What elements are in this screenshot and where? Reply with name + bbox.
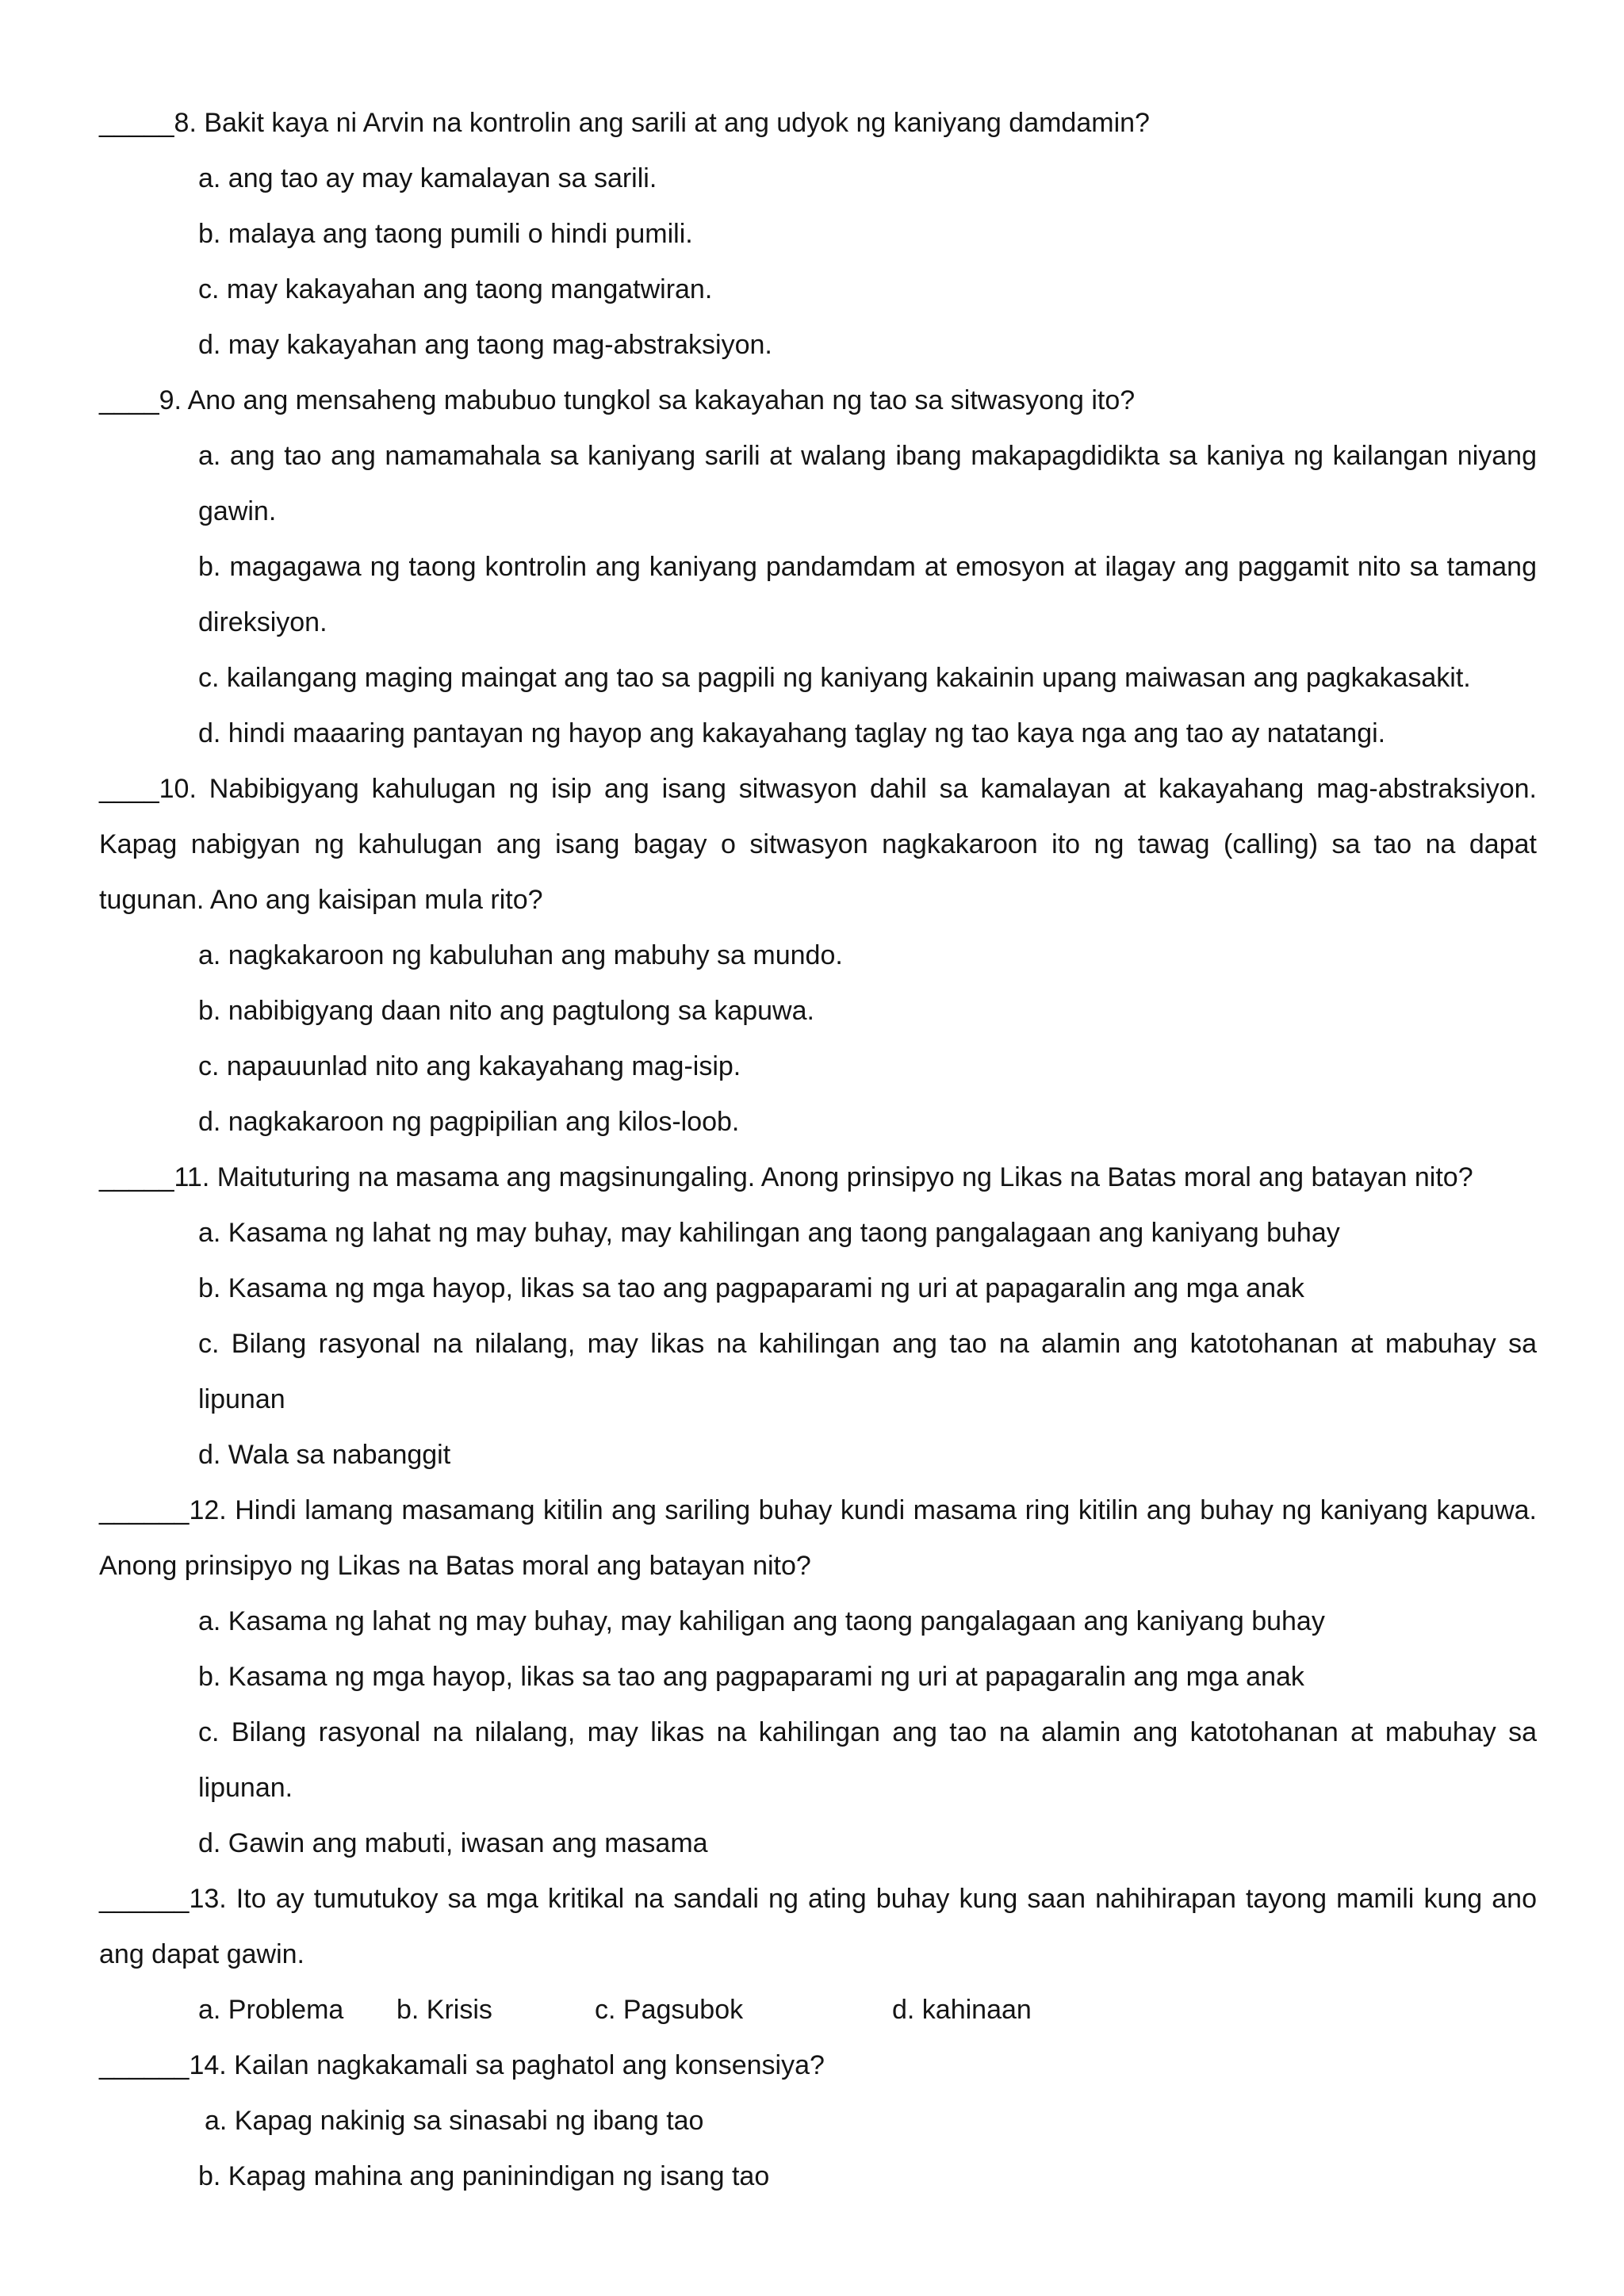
answer-option-d: d. hindi maaaring pantayan ng hayop ang kakayahang taglay ng tao kaya nga ang tao ay natatangi. [198, 718, 1386, 748]
answer-option-d: d. Wala sa nabanggit [198, 1440, 451, 1470]
question-12 [99, 1483, 1537, 1871]
question-13 [99, 1871, 1537, 2038]
question-stem: ____9. Ano ang mensaheng mabubuo tungkol sa kakayahan ng tao sa sitwasyong ito? [99, 385, 1136, 415]
question-stem: _____11. Maituturing na masama ang magsinungaling. Anong prinsipyo ng Likas na Batas moral ang batayan nito? [99, 1162, 1473, 1192]
answer-options-row [99, 1982, 1537, 2038]
question-stem: ______12. Hindi lamang masamang kitilin ang sariling buhay kundi masama ring kitilin ang buhay ng kaniyang kapuwa. Anong prinsipyo ng Likas na Batas moral ang batayan nito? [99, 1495, 1537, 1581]
answer-option-b: b. malaya ang taong pumili o hindi pumili. [198, 219, 693, 249]
question-stem: _____8. Bakit kaya ni Arvin na kontrolin ang sarili at ang udyok ng kaniyang damdamin? [99, 108, 1150, 138]
answer-option-d: d. may kakayahan ang taong mag-abstraksiyon. [198, 330, 772, 360]
answer-option-b: b. Kasama ng mga hayop, likas sa tao ang pagpaparami ng uri at papagaralin ang mga anak [198, 1273, 1304, 1303]
answer-option-a: a. ang tao ay may kamalayan sa sarili. [198, 163, 657, 193]
answer-option-a: a. Problema [198, 1995, 344, 2025]
question-stem: ______14. Kailan nagkakamali sa paghatol ang konsensiya? [99, 2050, 825, 2080]
question-stem: ____10. Nabibigyang kahulugan ng isip ang isang sitwasyon dahil sa kamalayan at kakayahang mag-abstraksiyon. Kapag nabigyan ng kahulugan ang isang bagay o sitwasyon nagkakaroon ito ng tawag (calling) sa tao na dapat tugunan. Ano ang kaisipan mula rito? [99, 774, 1537, 915]
answer-option-a: a. Kasama ng lahat ng may buhay, may kahiligan ang taong pangalagaan ang kaniyang buhay [198, 1606, 1325, 1636]
answer-option-c: c. Pagsubok [595, 1995, 744, 2025]
answer-option-b: b. Krisis [396, 1995, 492, 2025]
question-stem: ______13. Ito ay tumutukoy sa mga kritikal na sandali ng ating buhay kung saan nahihirapan tayong mamili kung ano ang dapat gawin. [99, 1884, 1537, 1969]
answer-option-d: d. Gawin ang mabuti, iwasan ang masama [198, 1828, 708, 1858]
answer-option-b: b. nabibigyang daan nito ang pagtulong sa kapuwa. [198, 996, 814, 1026]
question-14 [99, 2038, 1537, 2204]
answer-option-c: c. napauunlad nito ang kakayahang mag-isip. [198, 1051, 741, 1081]
question-11 [99, 1150, 1537, 1483]
question-8 [99, 95, 1537, 373]
answer-option-d: d. kahinaan [892, 1995, 1032, 2025]
answer-option-c: c. Bilang rasyonal na nilalang, may likas na kahilingan ang tao na alamin ang katotohanan at mabuhay sa lipunan [198, 1329, 1537, 1414]
answer-option-b: b. Kapag mahina ang paninindigan ng isang tao [198, 2161, 770, 2191]
answer-option-a: a. Kapag nakinig sa sinasabi ng ibang tao [205, 2106, 704, 2136]
question-9 [99, 373, 1537, 761]
answer-option-b: b. Kasama ng mga hayop, likas sa tao ang pagpaparami ng uri at papagaralin ang mga anak [198, 1662, 1304, 1692]
answer-option-c: c. may kakayahan ang taong mangatwiran. [198, 274, 713, 304]
answer-option-a: a. nagkakaroon ng kabuluhan ang mabuhy sa mundo. [198, 940, 843, 970]
question-10 [99, 761, 1537, 1150]
answer-option-c: c. kailangang maging maingat ang tao sa pagpili ng kaniyang kakainin upang maiwasan ang pagkakasakit. [198, 663, 1471, 693]
answer-option-c: c. Bilang rasyonal na nilalang, may likas na kahilingan ang tao na alamin ang katotohanan at mabuhay sa lipunan. [198, 1717, 1537, 1803]
answer-option-d: d. nagkakaroon ng pagpipilian ang kilos-loob. [198, 1107, 740, 1137]
answer-option-a: a. ang tao ang namamahala sa kaniyang sarili at walang ibang makapagdidikta sa kaniya ng kailangan niyang gawin. [198, 441, 1537, 526]
answer-option-b: b. magagawa ng taong kontrolin ang kaniyang pandamdam at emosyon at ilagay ang paggamit nito sa tamang direksiyon. [198, 552, 1537, 637]
answer-option-a: a. Kasama ng lahat ng may buhay, may kahilingan ang taong pangalagaan ang kaniyang buhay [198, 1218, 1340, 1248]
